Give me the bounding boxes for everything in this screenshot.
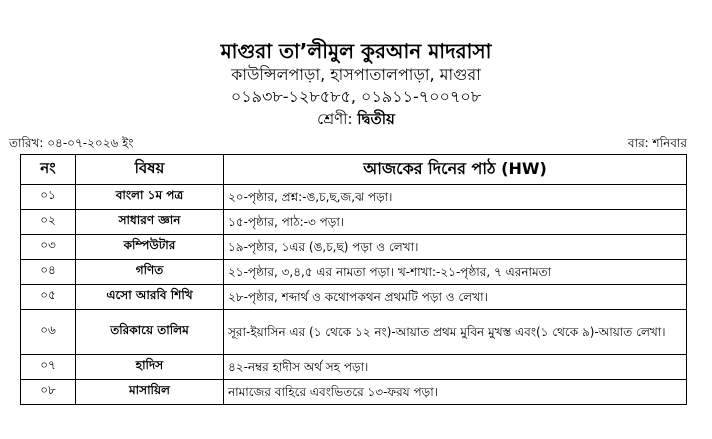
header-subject: বিষয় bbox=[76, 155, 224, 185]
class-line bbox=[0, 108, 712, 130]
row-serial: ০৫ bbox=[21, 285, 76, 310]
table-header-row bbox=[21, 155, 687, 185]
table-row bbox=[21, 260, 687, 285]
header-serial: নং bbox=[21, 155, 76, 185]
row-homework: ১৯-পৃষ্ঠার, ১এর (ঙ,চ,ছ) পড়া ও লেখা। bbox=[224, 235, 687, 260]
row-serial: ০৬ bbox=[21, 310, 76, 355]
table-row bbox=[21, 235, 687, 260]
class-label: শ্রেণী: bbox=[317, 110, 353, 128]
school-phones: ০১৯৩৮-১২৮৫৮৫, ০১৯১১-৭০০৭০৮ bbox=[230, 87, 482, 106]
row-serial: ০৩ bbox=[21, 235, 76, 260]
row-subject: মাসায়িল bbox=[76, 380, 224, 405]
row-subject: তরিকায়ে তালিম bbox=[76, 310, 224, 355]
homework-table bbox=[20, 154, 687, 405]
table-row bbox=[21, 285, 687, 310]
row-serial: ০৮ bbox=[21, 380, 76, 405]
row-homework: সূরা-ইয়াসিন এর (১ থেকে ১২ নং)-আয়াত প্রথম মুবিন মুখস্ত এবং(১ থেকে ৯)-আয়াত লেখা। bbox=[224, 310, 687, 355]
row-subject: এসো আরবি শিখি bbox=[76, 285, 224, 310]
school-title: মাগুরা তা’লীমুল কুরআন মাদরাসা bbox=[220, 39, 492, 63]
header-homework: আজকের দিনের পাঠ (HW) bbox=[224, 155, 687, 185]
day-label: বার: শনিবার bbox=[627, 136, 687, 150]
row-subject: কম্পিউটার bbox=[76, 235, 224, 260]
row-serial: ০৪ bbox=[21, 260, 76, 285]
row-serial: ০১ bbox=[21, 185, 76, 210]
table-row bbox=[21, 380, 687, 405]
row-serial: ০২ bbox=[21, 210, 76, 235]
row-subject: বাংলা ১ম পত্র bbox=[76, 185, 224, 210]
table-row bbox=[21, 185, 687, 210]
class-value: দ্বিতীয় bbox=[357, 110, 395, 128]
row-serial: ০৭ bbox=[21, 355, 76, 380]
row-homework: ২১-পৃষ্ঠার, ৩,৪,৫ এর নামতা পড়া। খ-শাখা:-২১-পৃষ্ঠার, ৭ এরনামতা bbox=[224, 260, 687, 285]
row-homework: ৪২-নম্বর হাদীস অর্থ সহ পড়া। bbox=[224, 355, 687, 380]
row-homework: ২০-পৃষ্ঠার, প্রশ্ন:-ঙ,চ,ছ,জ,ঝ পড়া। bbox=[224, 185, 687, 210]
date-label: তারিখ: ০৪-০৭-২০২৬ ইং bbox=[9, 136, 134, 150]
row-homework: ১৫-পৃষ্ঠার, পাঠ:-৩ পড়া। bbox=[224, 210, 687, 235]
row-subject: সাধারণ জ্ঞান bbox=[76, 210, 224, 235]
row-homework: ২৮-পৃষ্ঠার, শব্দার্থ ও কথোপকথন প্রথমটি পড়া ও লেখা। bbox=[224, 285, 687, 310]
row-subject: হাদিস bbox=[76, 355, 224, 380]
school-address: কাউন্সিলপাড়া, হাসপাতালপাড়া, মাগুরা bbox=[231, 65, 481, 84]
table-row bbox=[21, 355, 687, 380]
school-header bbox=[0, 38, 712, 130]
row-homework: নামাজের বাহিরে এবংভিতরে ১৩-ফরয পড়া। bbox=[224, 380, 687, 405]
row-subject: গণিত bbox=[76, 260, 224, 285]
table-row bbox=[21, 310, 687, 355]
table-row bbox=[21, 210, 687, 235]
